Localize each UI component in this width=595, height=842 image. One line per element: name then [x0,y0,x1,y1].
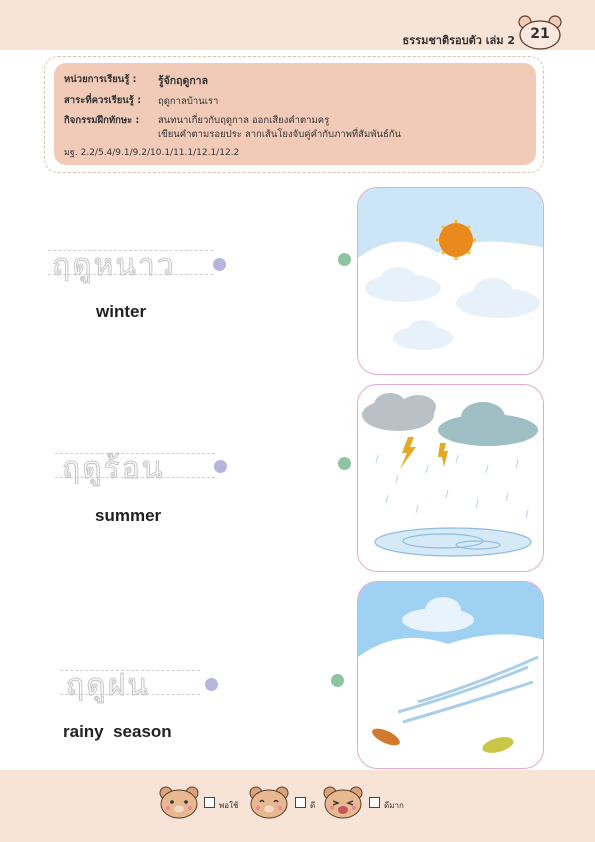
activity-line-1: สนทนาเกี่ยวกับฤดูกาล ออกเสียงคำตามครู [158,115,330,126]
rating-checkbox-good[interactable] [295,797,306,808]
page-number: 21 [530,26,550,42]
unit-value: รู้จักฤดูกาล [158,75,209,87]
unit-label: หน่วยการเรียนรู้ : [64,74,137,85]
activity-line-2: เขียนคำตามรอยประ ลากเส้นโยงจับคู่คำกับภาพที่สัมพันธ์กัน [158,129,402,140]
activity-label: กิจกรรมฝึกทักษะ : [64,115,140,126]
puddle-icon [375,528,531,556]
match-dot-left[interactable] [214,460,227,473]
storm-rain-picture [358,385,544,572]
picture-card-sunny[interactable] [357,187,544,375]
thai-trace-word: ฤดูฝน [66,668,150,703]
bear-face-icon [322,785,364,819]
windy-sky-picture [358,582,544,769]
match-dot-left[interactable] [205,678,218,691]
rating-checkbox-excellent[interactable] [369,797,380,808]
sun-clouds-picture [358,188,544,375]
english-word: summer [95,506,162,525]
rating-label-fair: พอใช้ [219,801,239,810]
rating-checkbox-fair[interactable] [204,797,215,808]
english-word: rainy season [63,722,172,741]
bear-face-icon [158,785,200,819]
page-number-badge [518,14,562,50]
sun-icon [436,220,476,260]
book-title: ธรรมชาติรอบตัว เล่ม 2 [402,34,515,47]
thai-trace-word: ฤดูหนาว [52,248,176,283]
bear-face-icon [248,785,290,819]
content-label: สาระที่ควรเรียนรู้ : [64,95,142,106]
picture-card-windy[interactable] [357,581,544,769]
picture-card-storm[interactable] [357,384,544,572]
content-value: ฤดูกาลบ้านเรา [158,96,219,107]
match-dot-right[interactable] [338,253,351,266]
standards-text: มฐ. 2.2/5.4/9.1/9.2/10.1/11.1/12.1/12.2 [64,148,240,158]
thai-trace-word: ฤดูร้อน [62,451,165,486]
match-dot-right[interactable] [331,674,344,687]
rating-label-good: ดี [310,801,316,810]
match-dot-left[interactable] [213,258,226,271]
match-dot-right[interactable] [338,457,351,470]
rating-label-excellent: ดีมาก [384,801,404,810]
english-word: winter [96,302,147,321]
